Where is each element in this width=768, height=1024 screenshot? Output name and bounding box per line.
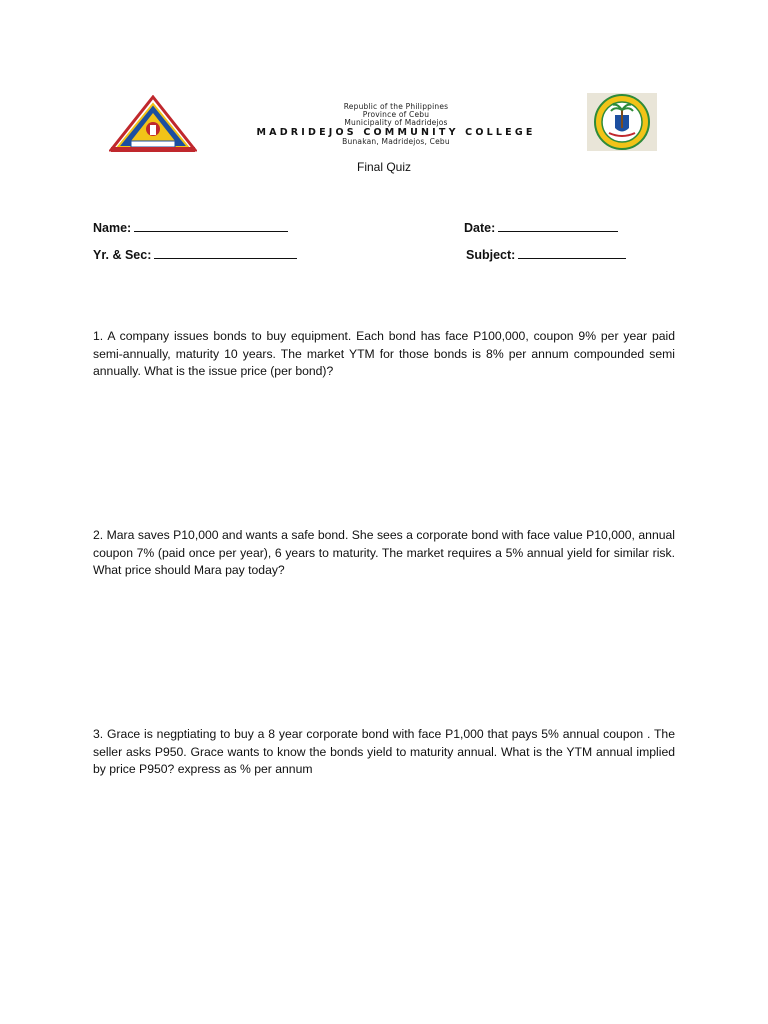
address-line: Bunakan, Madridejos, Cebu <box>342 137 450 146</box>
quiz-title: Final Quiz <box>356 160 412 174</box>
question-1: 1. A company issues bonds to buy equipment. Each bond has face P100,000, coupon 9% per year paid semi-annually, maturity 10 years. The market YTM for those bonds is 8% per annum compounded semi annually. What is the issue price (per bond)? <box>93 329 675 378</box>
date-label: Date: <box>464 221 496 235</box>
letterhead <box>226 103 566 146</box>
date-field <box>464 219 618 235</box>
yr-sec-field <box>93 246 297 262</box>
province-line: Province of Cebu <box>362 110 430 119</box>
college-name: MADRIDEJOS COMMUNITY COLLEGE <box>256 127 536 138</box>
republic-line: Republic of the Philippines <box>343 102 449 111</box>
subject-field <box>466 246 626 262</box>
date-blank <box>498 219 618 232</box>
municipality-line: Municipality of Madridejos <box>344 118 448 127</box>
yr-sec-blank <box>154 246 297 259</box>
question-3: 3. Grace is negptiating to buy a 8 year corporate bond with face P1,000 that pays 5% annual coupon . The seller asks P950. Grace wants to know the bonds yield to maturity annual. What is the YTM annual implied by price P950? express as % per annum <box>93 727 675 776</box>
yr-sec-label: Yr. & Sec: <box>93 248 152 262</box>
name-field <box>93 219 288 235</box>
question-2: 2. Mara saves P10,000 and wants a safe bond. She sees a corporate bond with face value P10,000, annual coupon 7% (paid once per year), 6 years to maturity. The market requires a 5% annual yield for similar risk. What price should Mara pay today? <box>93 528 675 577</box>
name-blank <box>134 219 288 232</box>
college-seal-icon <box>109 95 197 153</box>
municipal-seal-icon <box>587 93 657 151</box>
subject-label: Subject: <box>466 248 516 262</box>
subject-blank <box>518 246 626 259</box>
name-label: Name: <box>93 221 132 235</box>
